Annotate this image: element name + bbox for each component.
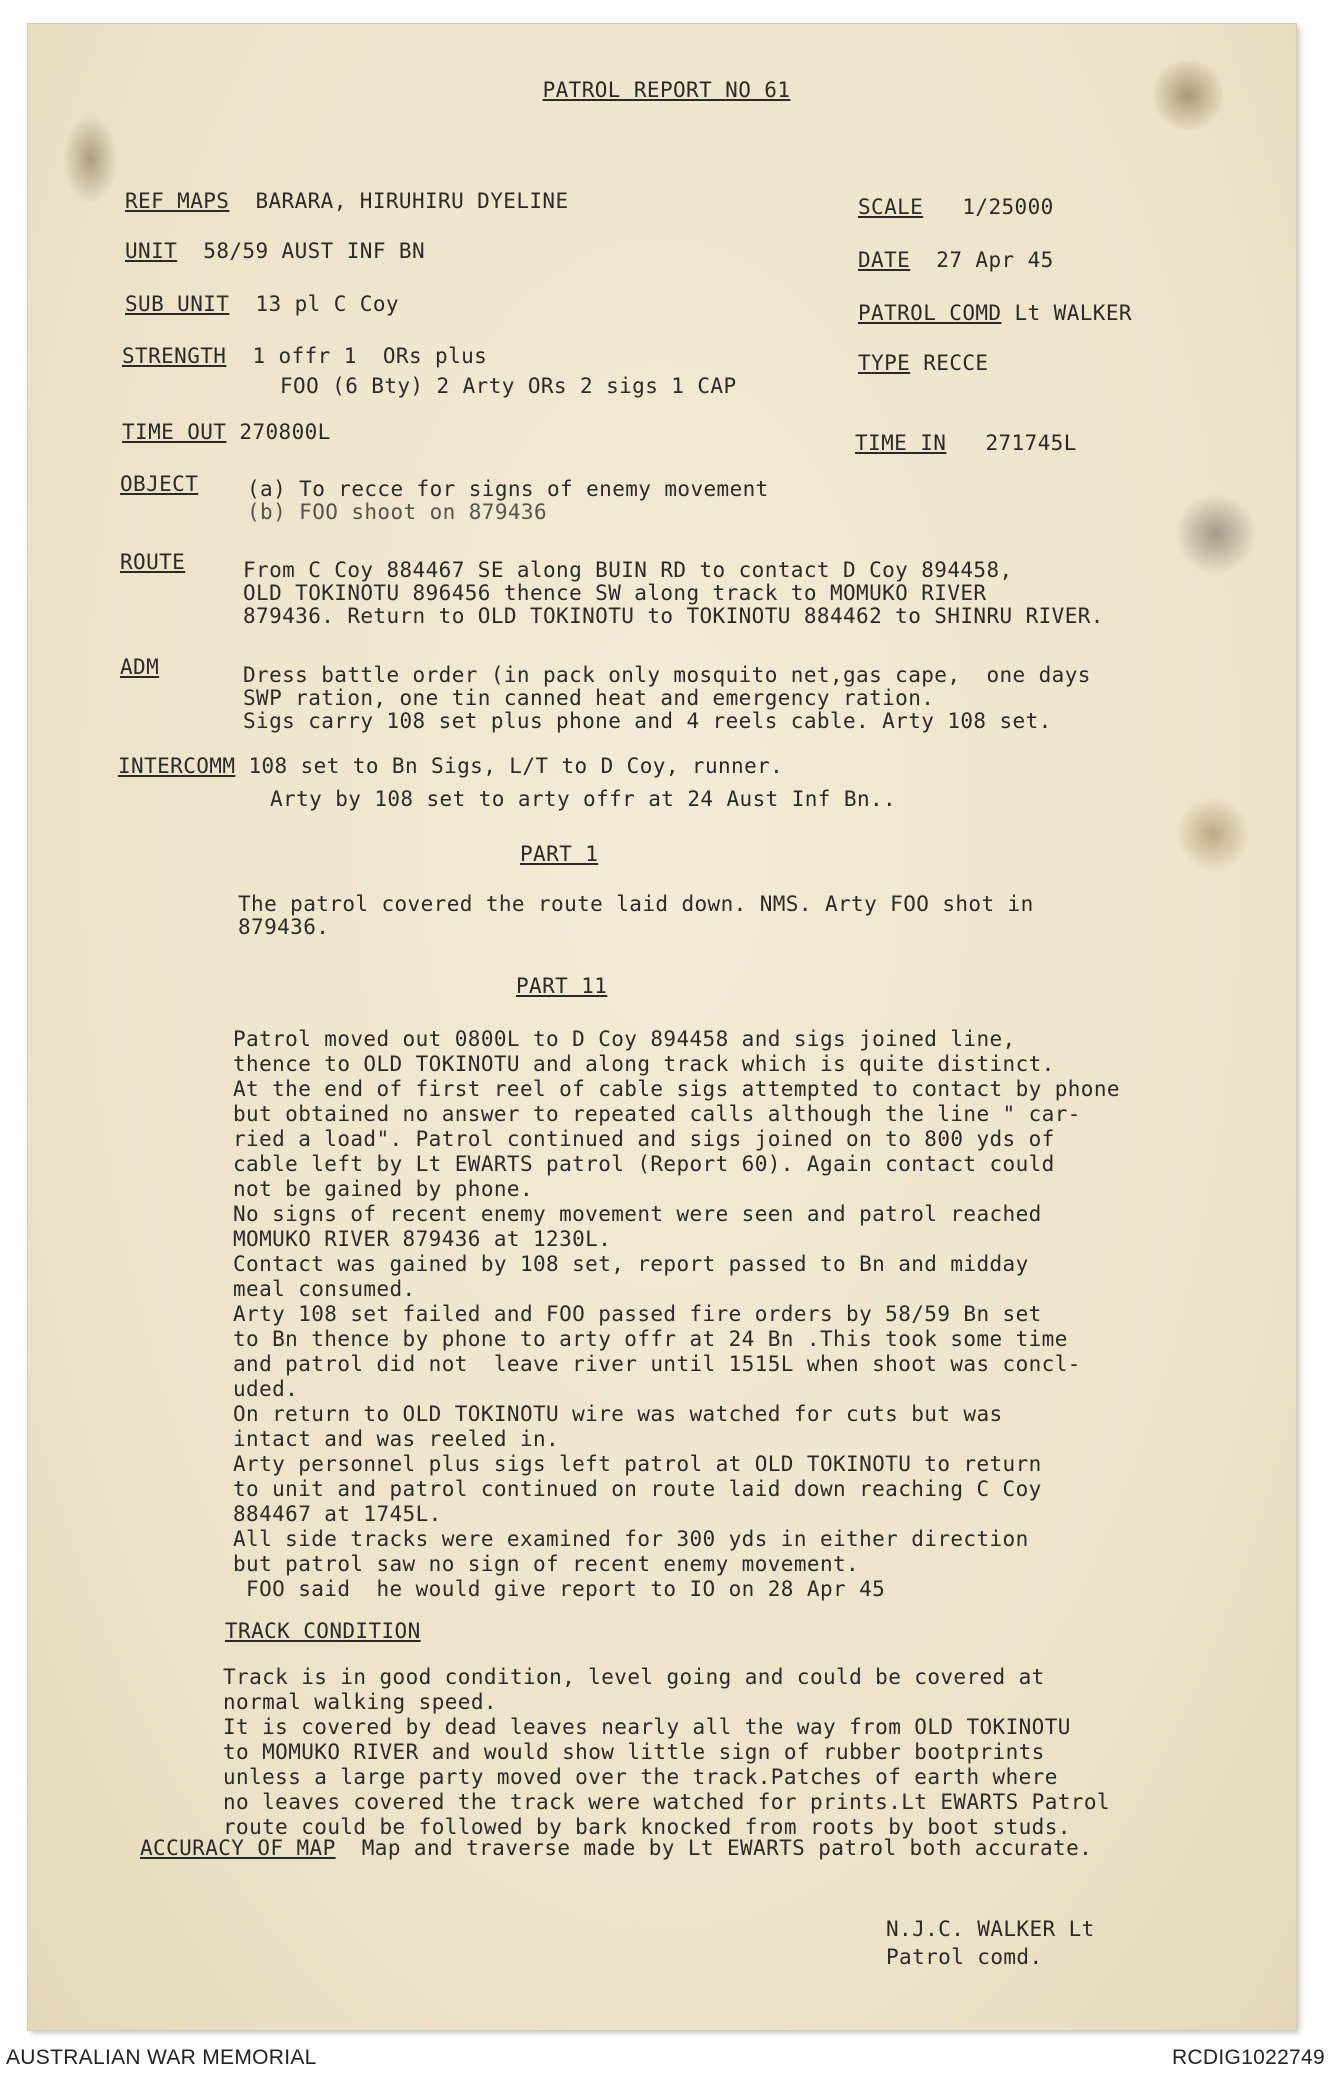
object-line2: (b) FOO shoot on 879436 — [247, 500, 547, 524]
type-row — [858, 352, 988, 375]
stain-mid-right — [1176, 494, 1256, 574]
part2-heading — [516, 975, 607, 998]
adm-line-3: Sigs carry 108 set plus phone and 4 reels cable. Arty 108 set. — [243, 709, 1052, 733]
part2-line-20: 884467 at 1745L. — [233, 1502, 442, 1526]
accuracy-row — [140, 1837, 1092, 1860]
part2-line-1: Patrol moved out 0800L to D Coy 894458 and sigs joined line, — [233, 1027, 1016, 1051]
footer-left: AUSTRALIAN WAR MEMORIAL — [6, 2046, 317, 2069]
patrol-comd-row — [858, 302, 1132, 325]
track-condition-heading-text: TRACK CONDITION — [225, 1619, 421, 1643]
strength-row — [122, 345, 487, 368]
route-line-2: OLD TOKINOTU 896456 thence SW along track to MOMUKO RIVER — [243, 581, 987, 605]
scale-value: 1/25000 — [962, 195, 1054, 219]
part2-line-9: MOMUKO RIVER 879436 at 1230L. — [233, 1227, 612, 1251]
part2-line-14: and patrol did not leave river until 1515L when shoot was concl- — [233, 1352, 1081, 1376]
part2-line-5: ried a load". Patrol continued and sigs joined on to 800 yds of — [233, 1127, 1055, 1151]
object-label — [120, 473, 198, 496]
part2-line-2: thence to OLD TOKINOTU and along track which is quite distinct. — [233, 1052, 1055, 1076]
ref-maps-row — [125, 190, 569, 213]
object-label-text: OBJECT — [120, 472, 199, 496]
strength-line1: 1 offr 1 ORs plus — [252, 344, 488, 368]
date-label: DATE — [858, 248, 911, 272]
track-condition-heading — [225, 1620, 421, 1643]
object-line1: (a) To recce for signs of enemy movement — [247, 477, 769, 501]
strength-line2: FOO (6 Bty) 2 Arty ORs 2 sigs 1 CAP — [280, 374, 737, 398]
stain-top-left — [63, 114, 118, 204]
part2-line-16: On return to OLD TOKINOTU wire was watched for cuts but was — [233, 1402, 1003, 1426]
part2-line-23: FOO said he would give report to IO on 28 Apr 45 — [233, 1577, 886, 1601]
part1-line-2: 879436. — [238, 915, 330, 939]
time-in-row — [855, 432, 1077, 455]
unit-row — [125, 240, 425, 263]
part2-line-3: At the end of first reel of cable sigs attempted to contact by phone — [233, 1077, 1120, 1101]
accuracy-label: ACCURACY OF MAP — [140, 1836, 336, 1860]
time-in-value: 271745L — [985, 431, 1077, 455]
part2-line-17: intact and was reeled in. — [233, 1427, 560, 1451]
sub-unit-value: 13 pl C Coy — [255, 292, 399, 316]
route-label-text: ROUTE — [120, 550, 186, 574]
intercomm-row — [118, 755, 783, 778]
time-out-label: TIME OUT — [122, 420, 227, 444]
track-line-4: to MOMUKO RIVER and would show little sign of rubber bootprints — [223, 1740, 1045, 1764]
time-in-label: TIME IN — [855, 431, 947, 455]
time-out-row — [122, 421, 331, 444]
report-title: PATROL REPORT NO 61 — [542, 78, 791, 102]
track-line-2: normal walking speed. — [223, 1690, 497, 1714]
ref-maps-label: REF MAPS — [125, 189, 230, 213]
track-line-7: route could be followed by bark knocked from roots by boot studs. — [223, 1815, 1071, 1839]
part2-line-18: Arty personnel plus sigs left patrol at OLD TOKINOTU to return — [233, 1452, 1042, 1476]
adm-label-text: ADM — [120, 655, 160, 679]
adm-line-1: Dress battle order (in pack only mosquito net,gas cape, one days — [243, 663, 1091, 687]
adm-line-2: SWP ration, one tin canned heat and emergency ration. — [243, 686, 935, 710]
signature-name: N.J.C. WALKER Lt — [886, 1917, 1095, 1941]
track-line-3: It is covered by dead leaves nearly all the way from OLD TOKINOTU — [223, 1715, 1071, 1739]
part2-heading-text: PART 11 — [516, 974, 608, 998]
adm-label — [120, 656, 159, 679]
ref-maps-value: BARARA, HIRUHIRU DYELINE — [255, 189, 569, 213]
part2-line-15: uded. — [233, 1377, 299, 1401]
intercomm-line-2: Arty by 108 set to arty offr at 24 Aust Inf Bn.. — [270, 787, 897, 811]
route-label — [120, 551, 185, 574]
intercomm-label: INTERCOMM — [118, 754, 236, 778]
unit-label: UNIT — [125, 239, 178, 263]
part1-line-1: The patrol covered the route laid down. NMS. Arty FOO shot in — [238, 892, 1034, 916]
part2-line-13: to Bn thence by phone to arty offr at 24 Bn .This took some time — [233, 1327, 1068, 1351]
part1-heading — [520, 843, 598, 866]
track-line-5: unless a large party moved over the track.Patches of earth where — [223, 1765, 1058, 1789]
accuracy-value: Map and traverse made by Lt EWARTS patrol both accurate. — [361, 1836, 1093, 1860]
part2-line-4: but obtained no answer to repeated calls although the line " car- — [233, 1102, 1081, 1126]
part2-line-10: Contact was gained by 108 set, report passed to Bn and midday — [233, 1252, 1029, 1276]
unit-value: 58/59 AUST INF BN — [203, 239, 426, 263]
track-line-1: Track is in good condition, level going and could be covered at — [223, 1665, 1045, 1689]
date-row — [858, 249, 1054, 272]
scale-row — [858, 196, 1054, 219]
type-label: TYPE — [858, 351, 911, 375]
part2-line-12: Arty 108 set failed and FOO passed fire orders by 58/59 Bn set — [233, 1302, 1042, 1326]
part2-line-8: No signs of recent enemy movement were seen and patrol reached — [233, 1202, 1042, 1226]
date-value: 27 Apr 45 — [936, 248, 1054, 272]
signature-role: Patrol comd. — [886, 1945, 1043, 1969]
part2-line-21: All side tracks were examined for 300 yds in either direction — [233, 1527, 1029, 1551]
sub-unit-row — [125, 293, 399, 316]
part2-line-7: not be gained by phone. — [233, 1177, 533, 1201]
strength-label: STRENGTH — [122, 344, 227, 368]
part1-heading-text: PART 1 — [520, 842, 599, 866]
scale-label: SCALE — [858, 195, 924, 219]
route-line-3: 879436. Return to OLD TOKINOTU to TOKINOTU 884462 to SHINRU RIVER. — [243, 604, 1104, 628]
part2-line-19: to unit and patrol continued on route laid down reaching C Coy — [233, 1477, 1042, 1501]
route-line-1: From C Coy 884467 SE along BUIN RD to contact D Coy 894458, — [243, 558, 1013, 582]
part2-line-22: but patrol saw no sign of recent enemy movement. — [233, 1552, 860, 1576]
time-out-value: 270800L — [239, 420, 331, 444]
intercomm-line-1: 108 set to Bn Sigs, L/T to D Coy, runner. — [248, 754, 784, 778]
type-value: RECCE — [923, 351, 989, 375]
track-line-6: no leaves covered the track were watched for prints.Lt EWARTS Patrol — [223, 1790, 1110, 1814]
part2-line-11: meal consumed. — [233, 1277, 416, 1301]
sub-unit-label: SUB UNIT — [125, 292, 230, 316]
footer-right: RCDIG1022749 — [1171, 2046, 1325, 2069]
patrol-comd-label: PATROL COMD — [858, 301, 1002, 325]
part2-line-6: cable left by Lt EWARTS patrol (Report 60). Again contact could — [233, 1152, 1055, 1176]
patrol-comd-value: Lt WALKER — [1014, 301, 1132, 325]
stain-right-2 — [1178, 794, 1248, 874]
